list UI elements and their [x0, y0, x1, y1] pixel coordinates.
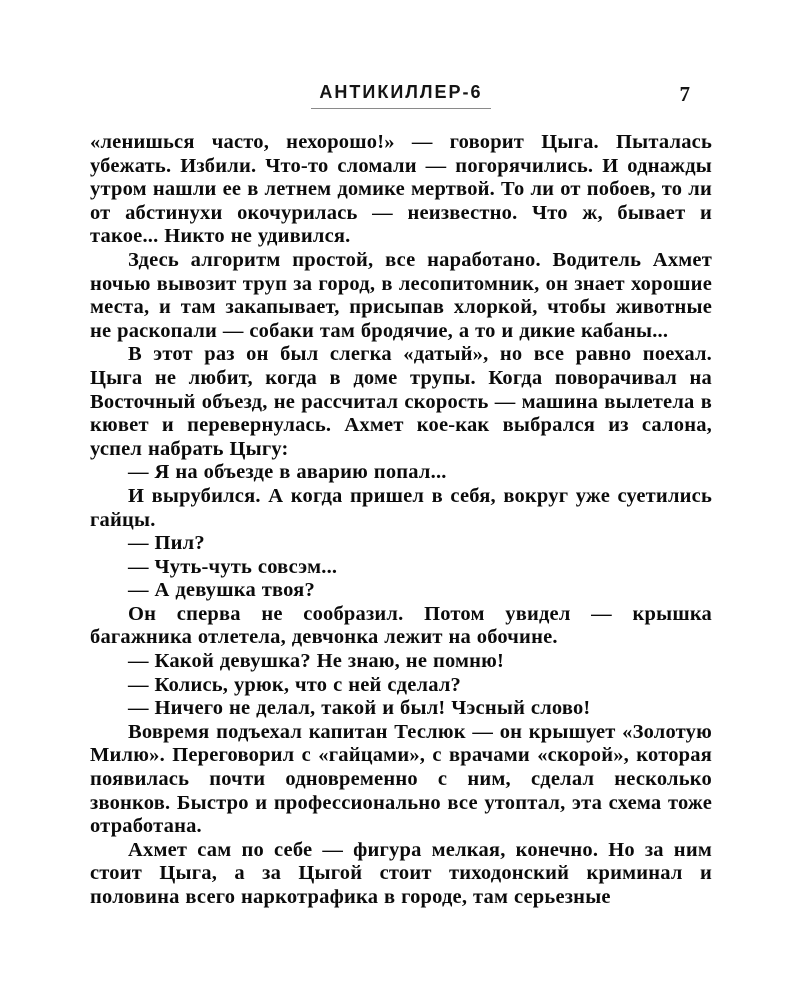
paragraph: — Какой девушка? Не знаю, не помню! [128, 650, 505, 673]
paragraph: Ахмет сам по себе — фигура мелкая, конечно. Но за ним стоит Цыга, а за Цыгой стоит тиходонский криминал и половина всего наркотрафика в городе, там серьезные [90, 838, 712, 908]
paragraph: — Чуть-чуть совсэм... [128, 555, 338, 578]
running-header [90, 82, 712, 112]
paragraph: Вовремя подъехал капитан Теслюк — он крышует «Золотую Милю». Переговорил с «гайцами», с врачами «скорой», которая появилась почти одновременно с ним, сделал несколько звонков. Быстро и профессионально все утоптал, эта схема тоже отработана. [90, 720, 712, 838]
paragraph: «ленишься часто, нехорошо!» — говорит Цыга. Пыталась убежать. Избили. Что-то сломали — погорячились. И однажды утром нашли ее в летнем домике мертвой. То ли от побоев, то ли от абстинухи окочурилась — неизвестно. Что ж, бывает и такое... Никто не удивился. [90, 131, 712, 248]
page-title: АНТИКИЛЛЕР-6 [311, 82, 490, 109]
paragraph: — Я на объезде в аварию попал... [128, 461, 447, 484]
paragraph: — А девушка твоя? [128, 579, 315, 602]
paragraph: — Пил? [128, 532, 205, 555]
paragraph: В этот раз он был слегка «датый», но все равно поехал. Цыга не любит, когда в доме трупы. Когда поворачивал на Восточный объезд, не рассчитал скорость — машина вылетела в кювет и перевернулась. Ахмет кое-как выбрался из салона, успел набрать Цыгу: [90, 343, 712, 460]
paragraph: — Колись, урюк, что с ней сделал? [128, 673, 461, 696]
paragraph: Он сперва не сообразил. Потом увидел — крышка багажника отлетела, девчонка лежит на обочине. [90, 602, 712, 649]
page-body [90, 131, 712, 910]
paragraph: И вырубился. А когда пришел в себя, вокруг уже суетились гайцы. [90, 484, 712, 531]
paragraph: — Ничего не делал, такой и был! Чэсный слово! [128, 697, 591, 720]
page-number: 7 [679, 82, 690, 106]
paragraph: Здесь алгоритм простой, все наработано. Водитель Ахмет ночью вывозит труп за город, в лесопитомник, он знает хорошие места, и там закапывает, присыпав хлоркой, чтобы животные не раскопали — собаки там бродячие, а то и дикие кабаны... [90, 248, 712, 342]
